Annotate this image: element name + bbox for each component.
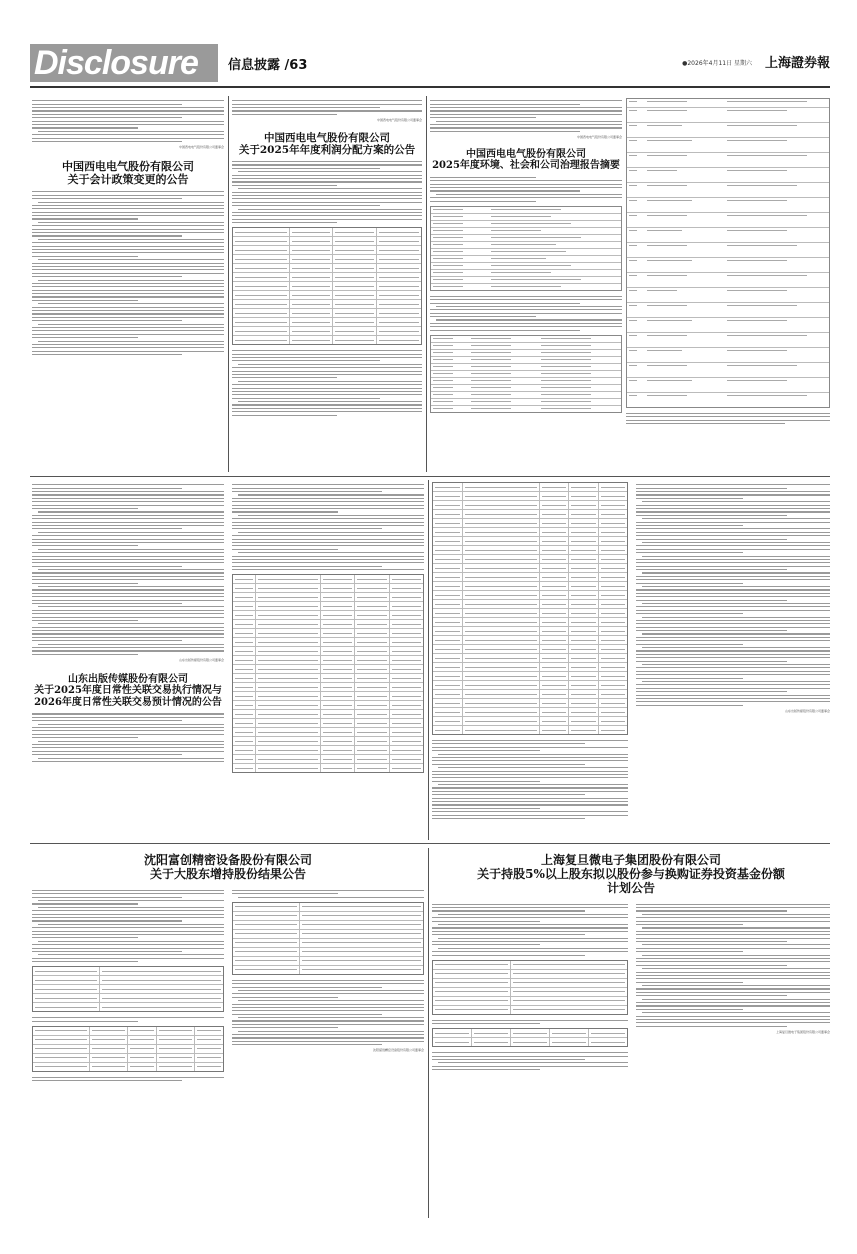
title-line: 中国西电电气股份有限公司 [62,160,194,174]
transactions-table [232,574,424,773]
title-line: 2026年度日常性关联交易预计情况的公告 [34,696,222,708]
notice-body-2 [432,1020,628,1024]
title-line: 关于2025年度日常性关联交易执行情况与 [34,685,222,697]
notice-fund-exchange-plan [432,848,830,1216]
notice-body-4 [636,904,830,1027]
notice-signature: 山东出版传媒股份有限公司董事会 [178,657,224,662]
notice-signature: 沈阳富创精密设备股份有限公司董事会 [372,1048,424,1053]
title-line: 关于2025年年度利润分配方案的公告 [238,144,416,157]
section-title: 信息披露 /63 [228,58,308,73]
notice-title [32,674,224,709]
notice-body [232,161,422,223]
title-line: 山东出版传媒股份有限公司 [68,673,188,685]
notice-signature: 中国西电电气股份有限公司董事会 [576,134,622,139]
notice-shareholder-increase-result [32,848,424,1216]
notice-body-2 [32,1017,224,1021]
related-party-table [432,482,628,735]
notice-body-5 [232,980,424,1046]
notice-body-continued [232,100,422,115]
notice-body-continued [430,100,622,132]
notice-profit-distribution [232,98,422,472]
notice-body-3 [32,1077,224,1081]
notice-body-continued [32,100,224,142]
title-line: 关于持股5%以上股东拟以股份参与换购证券投资基金份额 [477,866,785,881]
notice-body [32,191,224,355]
notice-title [430,149,622,172]
shareholding-table [32,966,224,1012]
column-divider [426,96,427,472]
title-line: 计划公告 [606,880,655,895]
section-divider [30,476,830,477]
section-divider [30,843,830,844]
title-line: 关于会计政策变更的公告 [67,172,189,186]
title-line: 中国西电电气股份有限公司 [466,148,586,160]
notice-signature: 中国西电电气股份有限公司董事会 [178,145,224,150]
notice-body [432,740,628,819]
notice-body-2 [430,296,622,331]
notice-body-2 [636,484,830,705]
notice-body-continued [32,484,224,655]
plan-table [232,902,424,975]
column-divider [228,96,229,472]
notice-signature: 山东出版传媒股份有限公司董事会 [784,708,830,713]
financial-table [232,227,422,345]
notice-title [432,854,830,895]
notice-esg-report [430,98,622,472]
related-party-table-area [432,482,830,840]
company-info-table [430,206,622,291]
notice-body [430,177,622,202]
governance-table [430,335,622,413]
notice-title [32,854,424,882]
notice-body [32,890,224,962]
issue-date: ●2026年4月11日 星期六 [682,60,752,67]
notice-body-2 [232,350,422,416]
notice-accounting-policy-change [32,98,224,472]
notice-code [432,848,830,852]
notice-body-2 [232,484,424,570]
masthead [30,40,830,88]
notice-body [626,413,830,424]
notice-body-4 [232,890,424,898]
notice-title [32,161,224,186]
title-line: 上海复旦微电子集团股份有限公司 [540,853,721,867]
notice-code [32,848,424,852]
notice-signature: 中国西电电气股份有限公司董事会 [376,117,422,122]
title-line: 沈阳富创精密设备股份有限公司 [143,853,312,867]
notice-body [432,904,628,956]
title-line: 2025年度环境、社会和公司治理报告摘要 [432,160,620,172]
holding-change-table [32,1026,224,1072]
notice-signature: 上海复旦微电子集团股份有限公司董事会 [775,1029,830,1034]
shareholder-table [432,960,628,1015]
newspaper-name: 上海證券報 [764,56,830,71]
esg-index-table [626,98,830,408]
notice-body [32,713,224,762]
notice-title [232,132,422,156]
notice-body-3 [432,1052,628,1070]
title-line: 中国西电电气股份有限公司 [264,131,390,144]
disclosure-banner: Disclosure [30,44,218,82]
title-line: 关于大股东增持股份结果公告 [149,866,306,881]
column-divider [428,848,429,1218]
exchange-plan-table [432,1028,628,1047]
notice-related-transactions [32,482,424,840]
column-divider [428,480,429,840]
esg-index-table-area [626,98,830,472]
